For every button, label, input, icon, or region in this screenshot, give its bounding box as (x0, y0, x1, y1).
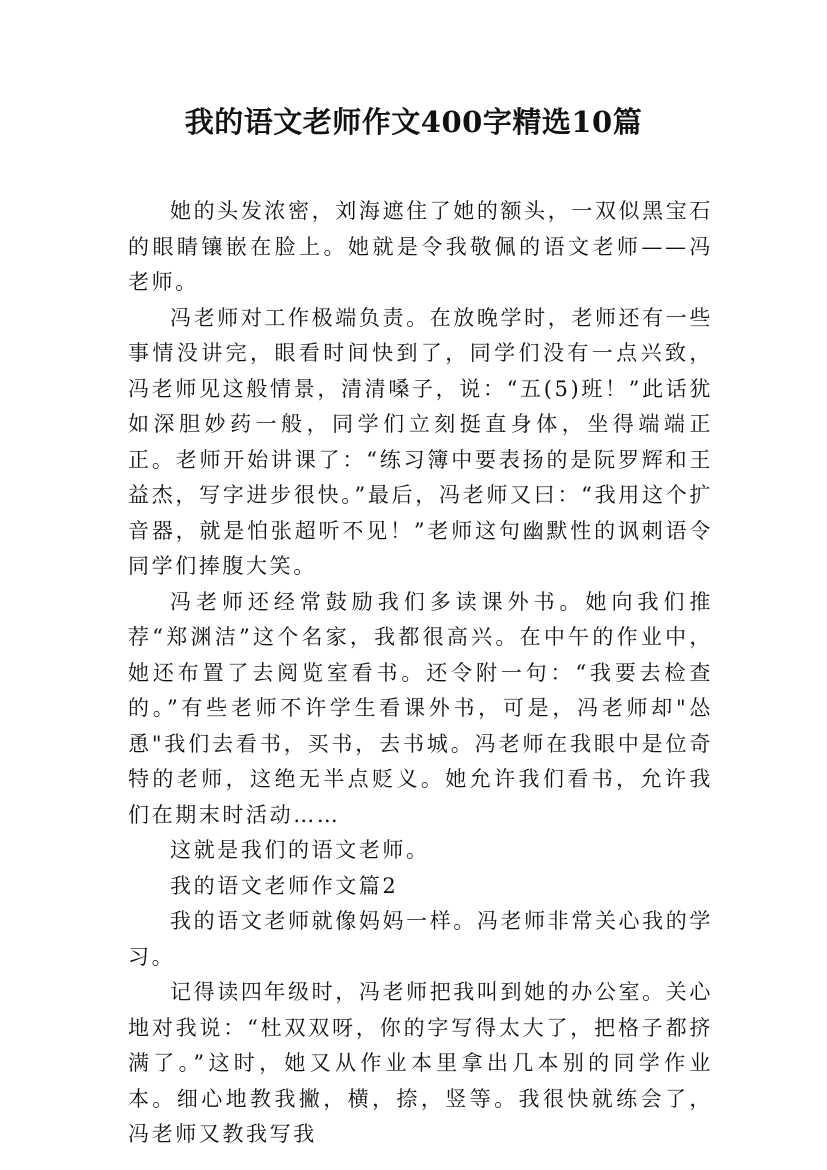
paragraph-1: 她的头发浓密，刘海遮住了她的额头，一双似黑宝石的眼睛镶嵌在脸上。她就是令我敬佩的语文老师——冯老师。 (128, 199, 713, 294)
paragraph-2: 冯老师对工作极端负责。在放晚学时，老师还有一些事情没讲完，眼看时间快到了，同学们没有一点兴致，冯老师见这般情景，清清嗓子，说：“五(5)班！”此话犹如深胆妙药一般，同学们立刻挺直身体，坐得端端正正。老师开始讲课了：“练习簿中要表扬的是阮罗辉和王益杰，写字进步很快。”最后，冯老师又曰：“我用这个扩音器，就是怕张超听不见！”老师这句幽默性的讽刺语令同学们捧腹大笑。 (128, 305, 713, 578)
paragraph-3: 冯老师还经常鼓励我们多读课外书。她向我们推荐“郑渊洁”这个名家，我都很高兴。在中午的作业中，她还布置了去阅览室看书。还令附一句：“我要去检查的。”有些老师不许学生看课外书，可是，冯老师却"怂恿"我们去看书，买书，去书城。冯老师在我眼中是位奇特的老师，这绝无半点贬义。她允许我们看书，允许我们在期末时活动…… (128, 589, 713, 827)
document-title: 我的语文老师作文400字精选10篇 (184, 105, 643, 139)
document-body (128, 194, 713, 1153)
section-heading: 我的语文老师作文篇2 (170, 873, 399, 898)
paragraph-4: 这就是我们的语文老师。 (170, 838, 430, 862)
paragraph-5: 我的语文老师就像妈妈一样。冯老师非常关心我的学习。 (128, 909, 713, 969)
paragraph-6: 记得读四年级时，冯老师把我叫到她的办公室。关心地对我说：“杜双双呀，你的字写得太大了，把格子都挤满了。”这时，她又从作业本里拿出几本别的同学作业本。细心地教我撇，横，捺，竖等。我很快就练会了，冯老师又教我写我 (128, 980, 713, 1146)
